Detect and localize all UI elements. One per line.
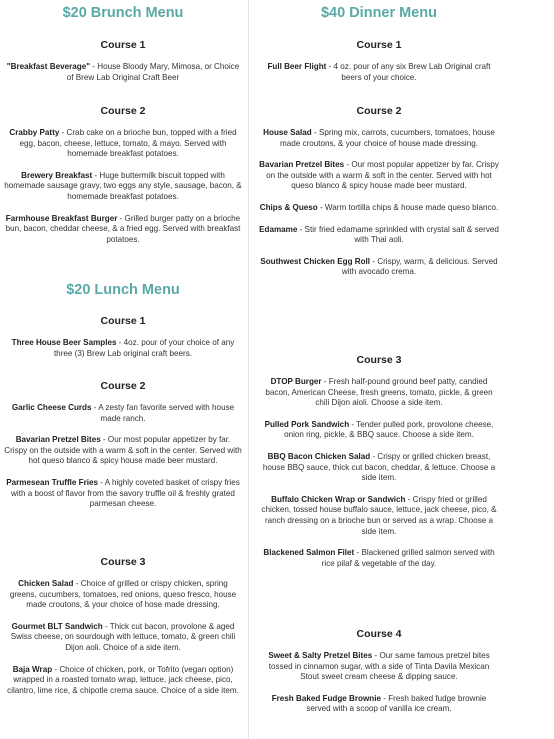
dinner-course-4	[259, 627, 499, 715]
course-items	[259, 128, 499, 278]
menu-item	[259, 225, 499, 246]
menu-item-name: Garlic Cheese Curds	[11, 403, 92, 412]
menu-item-description: - Tender pulled pork, provolone cheese, onion ring, pickle, & BBQ sauce. Choose a side item.	[284, 419, 494, 440]
menu-item-description: - 4 oz. pour of any six Brew Lab Original craft beers of your choice.	[326, 62, 491, 82]
menu-item-name: Buffalo Chicken Wrap or Sandwich	[271, 494, 406, 504]
menu-item-description: - Fresh baked fudge brownie served with a scoop of vanilla ice cream.	[306, 693, 487, 714]
menu-item-name: Fresh Baked Fudge Brownie	[271, 693, 381, 703]
menu-item-description: - Our most popular appetizer by far. Crispy on the outside with a warm & soft in the center. Served with hot queso blanco & spicy house made beer mustard.	[4, 435, 242, 466]
menu-item-description: - Crispy, warm, & delicious. Served with avocado crema.	[341, 256, 498, 277]
course-items	[4, 62, 242, 83]
menu-item	[259, 452, 499, 484]
brunch-course-2	[4, 104, 242, 245]
menu-item	[4, 62, 242, 83]
dinner-menu-title: $40 Dinner Menu	[320, 5, 438, 21]
menu-item	[4, 579, 242, 611]
menu-item	[259, 548, 499, 569]
menu-item	[259, 377, 499, 409]
menu-item-name: Blackened Salmon Filet	[263, 548, 355, 558]
lunch-course-3	[4, 555, 242, 696]
course-heading: Course 2	[100, 105, 146, 117]
menu-item	[4, 665, 242, 697]
brunch-title-section	[4, 0, 242, 22]
menu-item-description: - A highly coveted basket of crispy fries with a boost of flavor from the savory truffle oil & freshly grated parmesan cheese.	[11, 477, 240, 509]
menu-item-description: - Spring mix, carrots, cucumbers, tomatoes, house made croutons, & your choice of house made dressing.	[280, 128, 495, 148]
menu-item	[259, 128, 499, 149]
menu-item-name: Sweet & Salty Pretzel Bites	[268, 651, 373, 660]
menu-item-description: - Crispy fried or grilled chicken, tossed house buffalo sauce, lettuce, jack cheese, pico, & ranch dressing on a brioche bun or served as a wrap. Choose a side item.	[261, 494, 497, 536]
course-items	[4, 403, 242, 510]
menu-item-description: - Choice of grilled or crispy chicken, spring greens, cucumbers, tomatoes, red onions, queso fresco, house made croutons, & your choice of hose made dressing.	[9, 579, 237, 610]
menu-item-name: Farmhouse Breakfast Burger	[5, 213, 118, 223]
menu-item	[4, 128, 242, 160]
menu-item-name: Southwest Chicken Egg Roll	[260, 256, 371, 266]
menu-item-name: Brewery Breakfast	[21, 170, 93, 180]
menu-item-description: - Warm tortilla chips & house made queso blanco.	[317, 202, 499, 212]
menu-item-description: - Huge buttermilk biscuit topped with homemade sausage gravy, two eggs any style, sausage, bacon, & homemade breakfast potatoes.	[4, 170, 242, 201]
course-items	[259, 62, 499, 83]
course-items	[4, 579, 242, 696]
menu-item-description: - Our same famous pretzel bites tossed in cinnamon sugar, with a side of Tinta Davila Mexican Stout sweet cream cheese & dipping sauce.	[268, 651, 490, 682]
menu-item-name: DTOP Burger	[270, 377, 322, 386]
dinner-course-2	[259, 104, 499, 278]
dinner-course-3	[259, 353, 499, 569]
brunch-menu-title: $20 Brunch Menu	[62, 5, 184, 21]
course-heading: Course 4	[356, 628, 402, 640]
menu-item-description: - Choice of chicken, pork, or Tofrito (vegan option) wrapped in a roasted tomato wrap, lettuce, jack cheese, pico, cilantro, lime rice, & chipotle crema sauce. Choice of a side item.	[7, 664, 239, 695]
course-items	[259, 377, 499, 569]
lunch-title-section	[4, 277, 242, 299]
menu-item	[4, 622, 242, 654]
menu-item-description: - Stir fried edamame sprinkled with crystal salt & served with Thai aoli.	[297, 224, 499, 245]
course-items	[4, 338, 242, 359]
menu-item-name: Bavarian Pretzel Bites	[259, 160, 345, 170]
menu-item-name: Pulled Pork Sandwich	[264, 419, 350, 429]
menu-item	[4, 214, 242, 246]
menu-item-name: "Breakfast Beverage"	[6, 62, 91, 71]
menu-item	[4, 435, 242, 467]
menu-item-description: - House Bloody Mary, Mimosa, or Choice of Brew Lab Original Craft Beer	[66, 62, 240, 82]
lunch-course-2	[4, 379, 242, 510]
course-heading: Course 1	[356, 39, 402, 51]
menu-item	[259, 160, 499, 192]
course-heading: Course 2	[356, 105, 402, 117]
menu-item	[259, 203, 499, 214]
course-heading: Course 2	[100, 380, 146, 392]
menu-item-name: Chips & Queso	[259, 202, 318, 212]
menu-item-description: - Crispy or grilled chicken breast, house BBQ sauce, thick cut bacon, cheddar, & lettuce. Choose a side item.	[262, 451, 496, 483]
course-heading: Course 3	[100, 556, 146, 568]
course-heading: Course 1	[100, 39, 146, 51]
menu-item-description: - A zesty fan favorite served with house made ranch.	[91, 403, 235, 423]
dinner-title-section	[259, 0, 499, 22]
menu-item	[4, 478, 242, 510]
menu-item-name: Three House Beer Samples	[11, 338, 117, 347]
menu-item-name: Bavarian Pretzel Bites	[15, 435, 101, 445]
menu-item-name: Baja Wrap	[12, 664, 53, 674]
menu-item	[4, 338, 242, 359]
course-items	[4, 128, 242, 245]
menu-item-name: Parmesean Truffle Fries	[6, 477, 99, 487]
menu-item-name: Crabby Patty	[9, 128, 60, 137]
menu-item	[4, 171, 242, 203]
menu-item-description: - 4oz. pour of your choice of any three (3) Brew Lab original craft beers.	[53, 338, 235, 358]
dinner-course-1	[259, 38, 499, 83]
menu-item	[259, 257, 499, 278]
menu-item-name: BBQ Bacon Chicken Salad	[267, 451, 371, 461]
menu-item	[259, 420, 499, 441]
menu-item-description: - Blackened grilled salmon served with rice pilaf & vegetable of the day.	[321, 548, 495, 568]
course-heading: Course 3	[356, 354, 402, 366]
menu-item-description: - Grilled burger patty on a brioche bun, bacon, cheddar cheese, & a fried egg. Served with breakfast potatoes.	[5, 213, 241, 244]
menu-item	[259, 62, 499, 83]
menu-item	[259, 495, 499, 537]
course-items	[259, 651, 499, 715]
menu-item	[4, 403, 242, 424]
menu-item-description: - Fresh half-pound ground beef patty, candied bacon, American Cheese, fresh greens, tomato, pickle, & green chili Dijon aioli. Choose a side item.	[265, 377, 493, 408]
menu-item-name: Edamame	[259, 224, 298, 234]
menu-item-description: - Our most popular appetizer by far. Crispy on the outside with a warm & soft in the center. Served with hot queso blanco & spicy house made beer mustard.	[266, 160, 499, 191]
brunch-course-1	[4, 38, 242, 83]
column-divider	[248, 0, 249, 739]
menu-item-name: House Salad	[263, 128, 312, 137]
menu-item-name: Chicken Salad	[18, 579, 74, 588]
lunch-menu-title: $20 Lunch Menu	[66, 282, 180, 298]
lunch-course-1	[4, 314, 242, 359]
menu-item-name: Gourmet BLT Sandwich	[11, 621, 103, 631]
course-heading: Course 1	[100, 315, 146, 327]
menu-item-name: Full Beer Flight	[267, 62, 327, 71]
menu-item	[259, 694, 499, 715]
menu-item-description: - Thick cut bacon, provolone & aged Swiss cheese, on sourdough with lettuce, tomato, & green chili Dijon aoli. Choice of a side item.	[10, 621, 236, 652]
menu-item-description: - Crab cake on a brioche bun, topped with a fried egg, bacon, cheese, lettuce, tomato, & mayo. Served with homemade breakfast potatoes.	[19, 128, 237, 159]
menu-item	[259, 651, 499, 683]
